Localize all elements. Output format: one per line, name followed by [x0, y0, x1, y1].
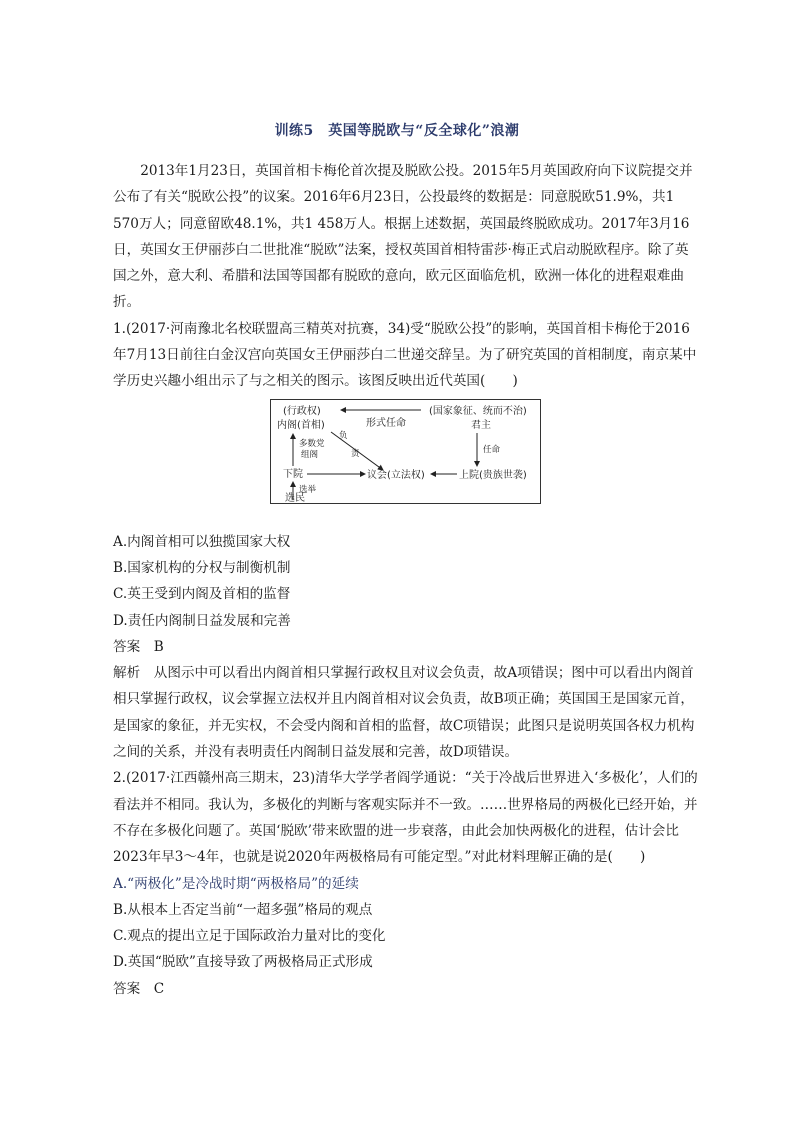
label-responsible-2: 责	[351, 448, 360, 459]
label-responsible-1: 负	[339, 430, 348, 441]
question-2-option-a: A.“两极化”是冷战时期“两极格局”的延续	[113, 875, 359, 892]
question-1-answer: 答案 B	[113, 638, 164, 655]
question-1-diagram-area	[113, 397, 701, 529]
label-parliament: 议会(立法权)	[367, 469, 425, 481]
arrow-responsible	[331, 432, 383, 470]
intro-paragraph: 2013年1月23日，英国首相卡梅伦首次提及脱欧公投。2015年5月英国政府向下议院提交并公布了有关“脱欧公投”的议案。2016年6月23日，公投最终的数据是：同意脱欧51.9%，共1 570万人；同意留欧48.1%，共1 458万人。根据上述数据，英国最终脱欧成功。2017年3月16日，英国女王伊丽莎白二世批准“脱欧”法案，授权英国首相特雷莎·梅正式启动脱欧程序。除了英国之外，意大利、希腊和法国等国都有脱欧的意向，欧元区面临危机，欧洲一体化的进程艰难曲折。	[113, 163, 693, 311]
label-multiparty-2: 组阁	[301, 449, 319, 460]
label-monarch: 君主	[471, 419, 491, 431]
question-1-stem: 1.(2017·河南豫北名校联盟高三精英对抗赛，34)受“脱欧公投”的影响，英国首相卡梅伦于2016年7月13日前往白金汉宫向英国女王伊丽莎白二世递交辞呈。为了研究英国的首相制度，南京某中学历史兴趣小组出示了与之相关的图示。该图反映出近代英国( )	[113, 320, 697, 390]
label-lower-house: 下院	[283, 468, 303, 480]
label-formal-appoint: 形式任命	[366, 417, 406, 429]
british-government-diagram	[270, 399, 541, 504]
diagram-svg	[271, 400, 540, 503]
label-exec-power: (行政权)	[283, 405, 321, 417]
document-body	[113, 158, 701, 1002]
question-2-option-d: D.英国“脱欧”直接导致了两极格局正式形成	[113, 954, 373, 971]
label-upper-house: 上院(贵族世袭)	[459, 469, 527, 481]
question-1-option-d: D.责任内阁制日益发展和完善	[113, 612, 291, 629]
label-symbol: (国家象征、统而不治)	[429, 405, 527, 417]
question-1-analysis: 解析 从图示中可以看出内阁首相只掌握行政权且对议会负责，故A项错误；图中可以看出内阁首相只掌握行政权，议会掌握立法权并且内阁首相对议会负责，故B项正确；英国国王是国家元首，是国家的象征，并无实权，不会受内阁和首相的监督，故C项错误；此图只是说明英国各权力机构之间的关系，并没有表明责任内阁制日益发展和完善，故D项错误。	[113, 665, 695, 761]
label-appoint: 任命	[483, 444, 501, 455]
question-1-option-c: C.英王受到内阁及首相的监督	[113, 586, 291, 603]
label-multiparty-1: 多数党	[299, 438, 325, 449]
label-elect: 选举	[299, 484, 317, 495]
label-voters: 选民	[285, 492, 305, 503]
question-1-option-b: B.国家机构的分权与制衡机制	[113, 559, 291, 576]
question-2-answer: 答案 C	[113, 980, 165, 997]
question-2-stem: 2.(2017·江西赣州高三期末，23)清华大学学者阎学通说：“关于冷战后世界进入‘多极化’，人们的看法并不相同。我认为，多极化的判断与客观实际并不一致。……世界格局的两极化已经开始，并不存在多极化问题了。英国‘脱欧’带来欧盟的进一步衰落，由此会加快两极化的进程，估计会比2023年早3～4年，也就是说2020年两极格局有可能定型。”对此材料理解正确的是( )	[113, 770, 698, 866]
question-1-option-a: A.内阁首相可以独揽国家大权	[113, 533, 291, 550]
question-2-option-c: C.观点的提出立足于国际政治力量对比的变化	[113, 928, 386, 945]
page-title: 训练5 英国等脱欧与“反全球化”浪潮	[274, 123, 520, 139]
label-cabinet: 内阁(首相)	[277, 419, 325, 431]
question-2-option-b: B.从根本上否定当前“一超多强”格局的观点	[113, 901, 373, 918]
